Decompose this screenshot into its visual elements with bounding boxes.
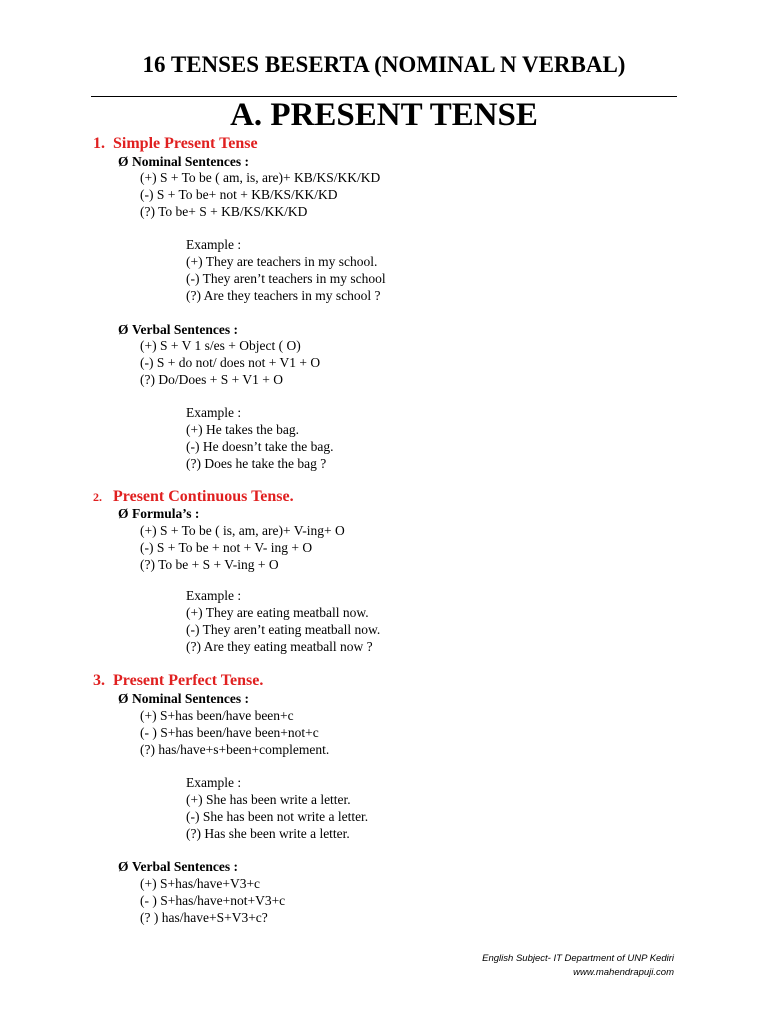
heading-present-continuous xyxy=(93,488,294,506)
section-title: A. PRESENT TENSE xyxy=(230,97,538,133)
example-line: (-) They aren’t eating meatball now. xyxy=(186,622,381,637)
heading-number: 2. xyxy=(93,490,102,504)
subheading-text: Verbal Sentences : xyxy=(132,859,238,874)
bullet-icon: Ø xyxy=(118,322,129,337)
example-line: (+) They are teachers in my school. xyxy=(186,254,378,269)
subheading-verbal xyxy=(118,322,238,338)
formula-line: (?) To be+ S + KB/KS/KK/KD xyxy=(140,204,308,219)
formula-line: (-) S + do not/ does not + V1 + O xyxy=(140,355,321,370)
heading-number: 1. xyxy=(93,135,105,152)
example-line: (?) Has she been write a letter. xyxy=(186,826,350,841)
formula-line: (-) S + To be+ not + KB/KS/KK/KD xyxy=(140,187,338,202)
example-label: Example : xyxy=(186,237,242,252)
footer-credit: English Subject- IT Department of UNP Kediri xyxy=(482,953,674,964)
heading-simple-present xyxy=(93,135,258,153)
subheading-text: Nominal Sentences : xyxy=(132,154,249,169)
subheading-verbal xyxy=(118,859,238,875)
document-title: 16 TENSES BESERTA (NOMINAL N VERBAL) xyxy=(142,52,626,77)
subheading-text: Formula’s : xyxy=(132,506,200,521)
example-line: (-) He doesn’t take the bag. xyxy=(186,439,334,454)
formula-line: (-) S + To be + not + V- ing + O xyxy=(140,540,313,555)
example-line: (?) Does he take the bag ? xyxy=(186,456,327,471)
formula-line: (+) S + To be ( am, is, are)+ KB/KS/KK/KD xyxy=(140,170,381,185)
formula-line: (+) S+has/have+V3+c xyxy=(140,876,261,891)
example-line: (?) Are they teachers in my school ? xyxy=(186,288,381,303)
bullet-icon: Ø xyxy=(118,154,129,169)
heading-number: 3. xyxy=(93,672,105,689)
example-label: Example : xyxy=(186,405,242,420)
subheading-formula xyxy=(118,506,199,522)
subheading-text: Verbal Sentences : xyxy=(132,322,238,337)
formula-line: (?) has/have+s+been+complement. xyxy=(140,742,330,757)
example-line: (-) She has been not write a letter. xyxy=(186,809,369,824)
footer-website: www.mahendrapuji.com xyxy=(573,967,674,978)
example-label: Example : xyxy=(186,775,242,790)
example-line: (+) She has been write a letter. xyxy=(186,792,351,807)
heading-text: Simple Present Tense xyxy=(113,135,258,152)
formula-line: (+) S + V 1 s/es + Object ( O) xyxy=(140,338,301,353)
subheading-nominal xyxy=(118,691,249,707)
formula-line: (- ) S+has been/have been+not+c xyxy=(140,725,319,740)
heading-present-perfect xyxy=(93,672,263,690)
example-line: (-) They aren’t teachers in my school xyxy=(186,271,386,286)
subheading-nominal xyxy=(118,154,249,170)
bullet-icon: Ø xyxy=(118,506,129,521)
example-line: (?) Are they eating meatball now ? xyxy=(186,639,373,654)
formula-line: (+) S + To be ( is, am, are)+ V-ing+ O xyxy=(140,523,345,538)
bullet-icon: Ø xyxy=(118,691,129,706)
formula-line: (? ) has/have+S+V3+c? xyxy=(140,910,268,925)
formula-line: (?) Do/Does + S + V1 + O xyxy=(140,372,283,387)
formula-line: (+) S+has been/have been+c xyxy=(140,708,294,723)
heading-text: Present Perfect Tense. xyxy=(113,672,264,689)
subheading-text: Nominal Sentences : xyxy=(132,691,249,706)
example-label: Example : xyxy=(186,588,242,603)
example-line: (+) They are eating meatball now. xyxy=(186,605,369,620)
bullet-icon: Ø xyxy=(118,859,129,874)
example-line: (+) He takes the bag. xyxy=(186,422,299,437)
formula-line: (?) To be + S + V-ing + O xyxy=(140,557,279,572)
heading-text: Present Continuous Tense. xyxy=(113,488,294,505)
formula-line: (- ) S+has/have+not+V3+c xyxy=(140,893,286,908)
